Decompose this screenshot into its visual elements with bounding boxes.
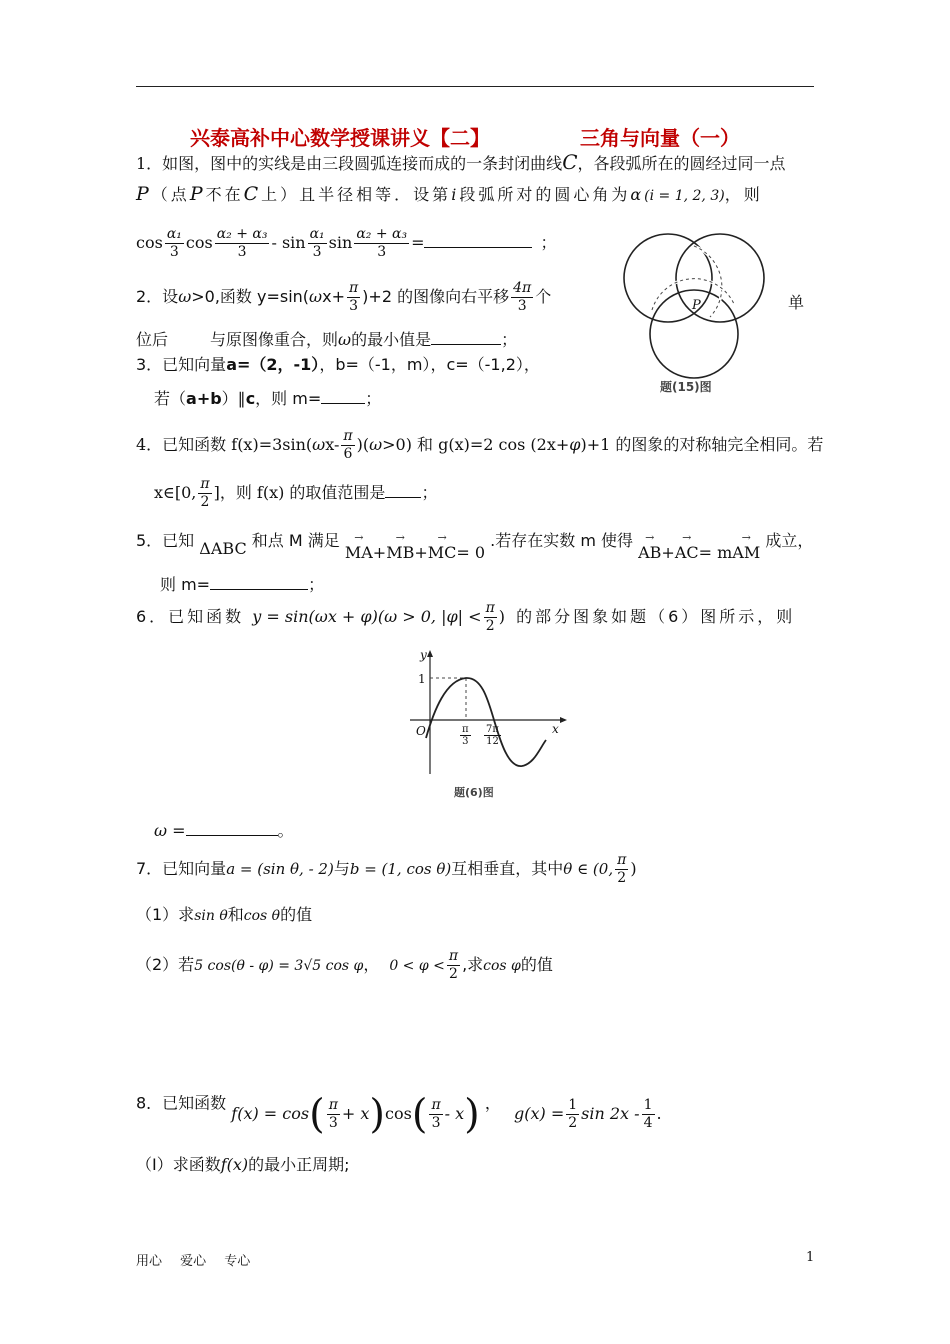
p1-line2: P（点P不在C上）且半径相等．设第i段弧所对的圆心角为α(i = 1, 2, 3)，则 [136, 183, 763, 205]
p6-answer-blank[interactable] [186, 819, 278, 836]
circles-point-label: P [692, 298, 701, 313]
graph-y-label: y [420, 648, 427, 662]
p4-line2: x∈[0, $\frac{\pi}{2}$ ]，则 f(x) 的取值范围是 ； [154, 476, 438, 510]
sine-graph-figure [404, 648, 574, 800]
p2-unit: 单 [788, 293, 805, 312]
p5-line2: 则 m= ； [160, 575, 325, 594]
circles-caption: 题(15)图 [660, 380, 712, 394]
p7-question2: （2）若5 cos(θ - φ) = 3√5 cos φ， 0 < φ < $\frac{\pi}{2}$ ,求cos φ的值 [136, 948, 553, 982]
graph-tick-7pi12: $\frac{7\pi}{12}$ [486, 724, 499, 747]
p7-line1: 7．已知向量a = (sin θ, - 2)与b = (1, cos θ)互相垂直，其中θ ∈ (0, $\frac{\pi}{2}$ ) [136, 852, 637, 886]
page-number: 1 [806, 1250, 815, 1265]
graph-origin-label: O [416, 724, 426, 738]
footer-motto: 用心 爱心 专心 [136, 1254, 251, 1269]
p8-question1: （Ⅰ）求函数f(x)的最小正周期; [136, 1155, 350, 1174]
three-circles-figure [616, 222, 774, 394]
sine-graph-drawing [404, 648, 574, 778]
p6-answer-line: ω = 。 [154, 821, 294, 840]
p3-answer-blank[interactable] [321, 387, 365, 404]
p8-line1: 8．已知函数 f(x) = cos( $\frac{\pi}{3}$ + x)cos( $\frac{\pi}{3}$ - x) ， g(x) = $\frac{1}{2}$ sin 2x - $\frac{1}{4}$ . [136, 1091, 662, 1137]
section-title: 三角与向量（一） [580, 126, 740, 150]
graph-caption: 题(6)图 [454, 786, 494, 799]
graph-one-label: 1 [418, 672, 426, 686]
graph-tick-pi3: $\frac{\pi}{3}$ [462, 724, 469, 747]
p3-line1: 3．已知向量a=（2，-1），b=（-1，m），c=（-1,2）， [136, 355, 540, 374]
p1-line1: 1．如图，图中的实线是由三段圆弧连接而成的一条封闭曲线C，各段弧所在的圆经过同一点 [136, 150, 786, 174]
p6-line1: 6．已知函数 y = sin(ωx + φ)(ω > 0, |φ| < $\frac{\pi}{2}$ ) 的部分图象如题（6）图所示，则 [136, 600, 796, 634]
p2-line2: 位后 与原图像重合，则ω的最小值是 ； [136, 330, 518, 349]
p4-line1: 4．已知函数 f(x)=3sin(ωx- $\frac{\pi}{6}$ )(ω>0) 和 g(x)=2 cos (2x+φ)+1 的图象的对称轴完全相同。若 [136, 428, 824, 462]
lecture-title: 兴泰高补中心数学授课讲义【二】 [190, 126, 490, 150]
p2-answer-blank[interactable] [431, 328, 501, 345]
p1-formula: cos $\frac{\text{α₁}}{3}$ cos $\frac{\text{α₂ + α₃}}{3}$ - sin $\frac{\text{α₁}}{3}$ sin $\frac{\text{α₂ + α₃}}{3}$ = ； [136, 226, 557, 260]
p3-line2: 若（a+b）∥c，则 m= ； [154, 389, 382, 408]
graph-x-label: x [552, 722, 559, 736]
p5-answer-blank[interactable] [210, 573, 308, 590]
p7-question1: （1）求sin θ和cos θ的值 [136, 905, 313, 924]
header-rule [136, 86, 814, 87]
p5-line1: 5．已知 ΔABC 和点 M 满足 → MA+→ MB+→ MC= 0 .若存在实数 m 使得 → AB+→ AC= m→ AM 成立， [136, 528, 813, 551]
p4-answer-blank[interactable] [385, 481, 421, 498]
p1-answer-blank[interactable] [424, 231, 532, 248]
p2-line1: 2．设ω>0,函数 y=sin(ωx+ $\frac{\pi}{3}$ )+2 的图像向右平移 $\frac{4\pi}{3}$ 个 [136, 280, 552, 314]
